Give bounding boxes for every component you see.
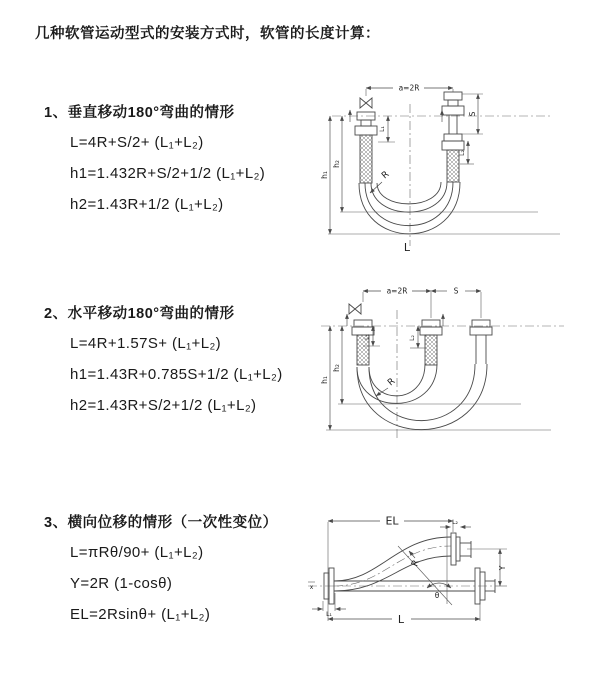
dim-h1 [320,116,330,234]
diagram-lateral-displacement [300,506,600,648]
formula-line: L=4R+1.57S+ (L₁+L₂) [70,335,222,352]
dim-h2 [332,116,342,212]
length-label: L [403,241,411,254]
valve-icon [360,98,372,108]
diagram-horizontal-180-bend [306,280,600,456]
dim-l2 [440,519,471,527]
dim-l1 [378,116,395,142]
section-3 [44,511,278,630]
radius-leader [370,170,391,193]
right-pipe-fitting-upper [442,92,464,134]
dim-l2 [459,141,474,164]
formula-line: L=4R+S/2+ (L₁+L₂) [70,134,204,151]
dim-label-l2: L₂ [459,150,466,156]
formula-line: Y=2R (1-cosθ) [70,575,173,592]
dim-label-l1: L₁ [379,126,386,132]
construction-diagonal [398,546,452,605]
dim-label-l1: L₁ [326,611,332,618]
left-pipe-fitting [352,320,374,365]
formula-line: h1=1.43R+0.785S+1/2 (L₁+L₂) [70,366,283,383]
middle-pipe-fitting [420,320,442,365]
dim-label-l2: L₂ [409,335,416,341]
angle-label: θ [434,591,440,600]
dim-label-l2: L₂ [452,519,458,526]
radius-label: R [386,376,398,389]
hose-curves [359,182,460,234]
section-1-heading: 1、垂直移动180°弯曲的情形 [44,105,235,121]
hose-s-curve [334,537,451,591]
dim-h1 [320,326,330,430]
radius-leader [376,377,397,396]
dim-label-h1: h₁ [320,376,329,384]
dim-label-l1: L₁ [364,334,371,340]
section-2 [44,302,283,421]
formula-line: EL=2Rsinθ+ (L₁+L₂) [70,606,211,623]
dim-label-l: L [397,613,405,626]
right-pipe-fitting-shifted [470,320,492,364]
page-title: 几种软管运动型式的安装方式时，软管的长度计算： [35,26,380,42]
left-pipe-fitting [355,112,377,183]
angle-theta [427,583,451,600]
dim-el [328,515,453,622]
diagram-vertical-180-bend [310,76,592,258]
hose-curves [357,364,487,430]
svg-text:x: x [309,584,314,591]
dim-label-h1: h₁ [320,171,329,179]
dim-y [467,549,507,586]
formula-line: L=πRθ/90+ (L₁+L₂) [70,544,204,561]
dim-label-s: S [468,111,477,117]
dim-label-y: Y [498,565,507,571]
dim-a2r [366,84,453,97]
formula-line: h2=1.43R+S/2+1/2 (L₁+L₂) [70,397,257,414]
dim-l [328,604,480,626]
dim-label-a2r: a=2R [386,286,408,296]
formula-line: h2=1.43R+1/2 (L₁+L₂) [70,196,224,213]
dim-label-h2: h₂ [332,160,341,168]
dim-label-s: S [453,286,459,296]
dim-s [462,94,483,134]
section-1 [44,101,265,220]
section-3-heading: 3、横向位移的情形（一次性变位） [44,515,278,531]
radius-label: R [380,169,392,182]
dim-label-a2r: a=2R [398,83,420,93]
valve-icon [349,304,361,314]
dim-l2 [409,326,426,348]
radius-label: R [410,558,422,568]
dim-h2 [332,326,342,404]
dim-s [431,287,481,319]
formula-line: h1=1.432R+S/2+1/2 (L₁+L₂) [70,165,266,182]
right-pipe-fitting-lower [442,134,464,182]
axis-mark [308,582,315,591]
dim-label-el: EL [385,514,399,528]
section-2-heading: 2、水平移动180°弯曲的情形 [44,306,235,322]
dim-label-h2: h₂ [332,364,341,372]
